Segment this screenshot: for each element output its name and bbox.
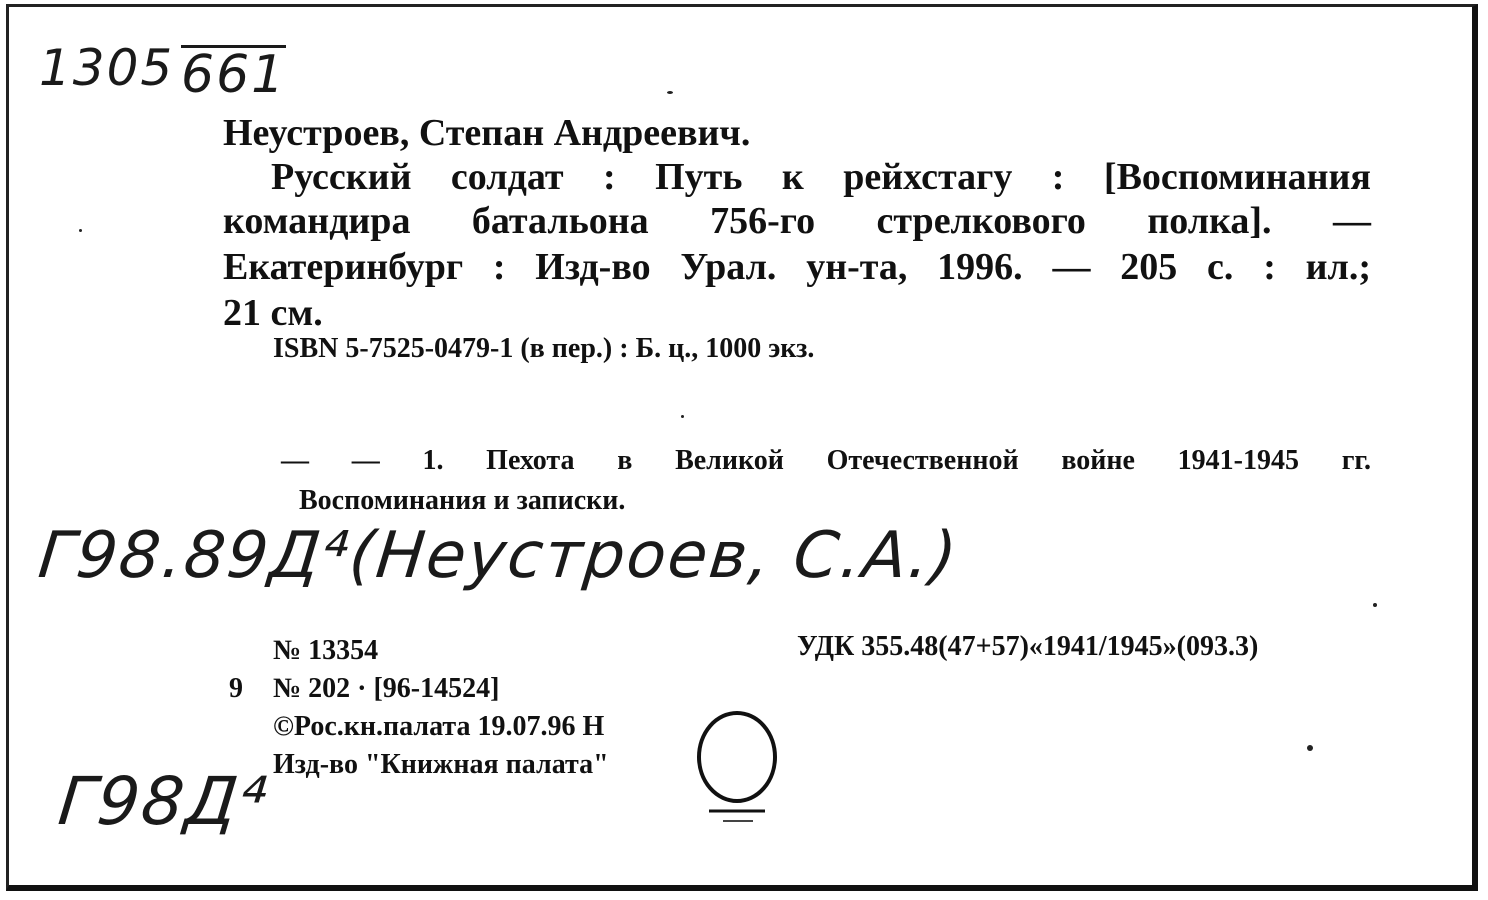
- scan-speck: [1373, 603, 1377, 607]
- subject-heading: — — 1. Пехота в Великой Отечественной войне 1941-1945 гг.: [281, 445, 1371, 476]
- scan-speck: [667, 91, 673, 94]
- subject-subheading: Воспоминания и записки.: [299, 485, 626, 516]
- publisher-line: Изд-во "Книжная палата": [273, 749, 609, 780]
- title-line: командира батальона 756-го стрелкового полка]. —: [223, 200, 1371, 242]
- list-number: № 202 · [96-14524]: [273, 673, 500, 704]
- handwritten-shelf-mark: Г98Д⁴: [54, 763, 272, 840]
- circle-stamp-icon: [691, 699, 791, 829]
- handwritten-accession-number: 1305: [39, 39, 175, 97]
- scan-speck: [79, 229, 82, 232]
- book-chamber-line: ©Рос.кн.палата 19.07.96 Н: [273, 711, 605, 742]
- author-heading: Неустроев, Степан Андреевич.: [223, 112, 751, 154]
- record-number: № 13354: [273, 635, 379, 666]
- imprint-line: Екатеринбург : Изд-во Урал. ун-та, 1996. — 205 с. : ил.;: [223, 246, 1371, 288]
- udc-code: УДК 355.48(47+57)«1941/1945»(093.3): [797, 631, 1259, 662]
- scan-speck: [681, 415, 684, 418]
- catalog-card: [6, 4, 1478, 891]
- scan-speck: [1307, 745, 1313, 751]
- copy-digit: 9: [229, 673, 243, 704]
- handwritten-accession-number-overline: 661: [181, 45, 287, 105]
- title-line: Русский солдат : Путь к рейхстагу : [Воспоминания: [271, 156, 1371, 198]
- handwritten-classification: Г98.89Д⁴(Неустроев, С.А.): [35, 519, 962, 593]
- dimensions-line: 21 см.: [223, 292, 323, 334]
- isbn-line: ISBN 5-7525-0479-1 (в пер.) : Б. ц., 1000 экз.: [273, 333, 815, 364]
